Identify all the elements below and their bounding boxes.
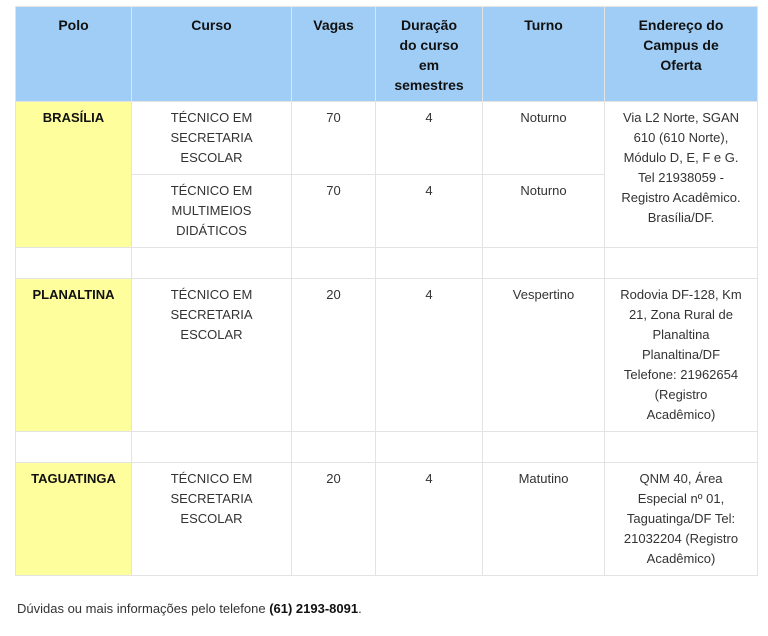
turno-cell: Noturno	[483, 175, 605, 248]
curso-line: SECRETARIA	[170, 130, 253, 145]
turno-cell: Matutino	[483, 463, 605, 576]
table-row	[16, 279, 758, 432]
endereco-line: Brasília/DF.	[647, 210, 715, 225]
endereco-line: Planaltina/DF	[641, 347, 721, 362]
table-header-row	[16, 7, 758, 102]
curso-line: TÉCNICO EM	[170, 287, 253, 302]
curso-line: DIDÁTICOS	[176, 223, 247, 238]
footer-phone: (61) 2193-8091	[269, 601, 359, 616]
header-turno: Turno	[483, 7, 605, 102]
turno-cell: Vespertino	[483, 279, 605, 432]
curso-line: SECRETARIA	[170, 491, 253, 506]
endereco-line: Planaltina	[652, 327, 710, 342]
endereco-line: Especial nº 01,	[637, 491, 725, 506]
curso-cell	[132, 175, 292, 248]
header-endereco-line: Campus de	[643, 37, 719, 53]
curso-line: TÉCNICO EM	[170, 183, 253, 198]
table-row	[16, 102, 758, 175]
endereco-line: Registro Acadêmico.	[621, 190, 741, 205]
endereco-cell	[605, 279, 758, 432]
header-endereco-line: Oferta	[660, 57, 702, 73]
header-curso: Curso	[132, 7, 292, 102]
curso-line: SECRETARIA	[170, 307, 253, 322]
curso-cell	[132, 463, 292, 576]
endereco-line: Módulo D, E, F e G.	[623, 150, 739, 165]
polo-planaltina: PLANALTINA	[16, 279, 132, 432]
endereco-line: Acadêmico)	[646, 551, 716, 566]
header-duracao	[376, 7, 483, 102]
duracao-cell: 4	[376, 463, 483, 576]
header-endereco-line: Endereço do	[638, 17, 724, 33]
footer-end: .	[358, 601, 362, 616]
curso-cell	[132, 102, 292, 175]
polo-brasilia: BRASÍLIA	[16, 102, 132, 248]
header-polo: Polo	[16, 7, 132, 102]
courses-table	[15, 6, 758, 576]
duracao-cell: 4	[376, 279, 483, 432]
curso-line: ESCOLAR	[180, 511, 243, 526]
endereco-line: Rodovia DF-128, Km	[620, 287, 742, 302]
header-duracao-line: Duração	[400, 17, 458, 33]
turno-cell: Noturno	[483, 102, 605, 175]
duracao-cell: 4	[376, 175, 483, 248]
header-endereco	[605, 7, 758, 102]
curso-line: ESCOLAR	[180, 327, 243, 342]
endereco-line: QNM 40, Área	[639, 471, 723, 486]
vagas-cell: 20	[292, 463, 376, 576]
curso-line: TÉCNICO EM	[170, 110, 253, 125]
curso-line: TÉCNICO EM	[170, 471, 253, 486]
endereco-cell	[605, 463, 758, 576]
vagas-cell: 20	[292, 279, 376, 432]
polo-taguatinga: TAGUATINGA	[16, 463, 132, 576]
table-row	[16, 463, 758, 576]
header-duracao-line: em	[418, 57, 440, 73]
duracao-cell: 4	[376, 102, 483, 175]
curso-cell	[132, 279, 292, 432]
footer-text: Dúvidas ou mais informações pelo telefone	[17, 601, 270, 616]
endereco-line: Acadêmico)	[646, 407, 716, 422]
spacer-row	[16, 432, 758, 463]
curso-line: ESCOLAR	[180, 150, 243, 165]
vagas-cell: 70	[292, 175, 376, 248]
endereco-line: Tel 21938059 -	[637, 170, 724, 185]
endereco-line: (Registro	[654, 387, 708, 402]
header-duracao-line: semestres	[394, 77, 464, 93]
spacer-row	[16, 248, 758, 279]
vagas-cell: 70	[292, 102, 376, 175]
endereco-line: 21032204 (Registro	[623, 531, 739, 546]
curso-line: MULTIMEIOS	[171, 203, 252, 218]
header-vagas: Vagas	[292, 7, 376, 102]
footer-contact	[17, 601, 362, 616]
endereco-line: Via L2 Norte, SGAN	[622, 110, 740, 125]
endereco-line: 21, Zona Rural de	[628, 307, 734, 322]
endereco-cell	[605, 102, 758, 248]
endereco-line: Telefone: 21962654	[623, 367, 739, 382]
endereco-line: 610 (610 Norte),	[633, 130, 729, 145]
header-duracao-line: do curso	[399, 37, 459, 53]
endereco-line: Taguatinga/DF Tel:	[626, 511, 736, 526]
